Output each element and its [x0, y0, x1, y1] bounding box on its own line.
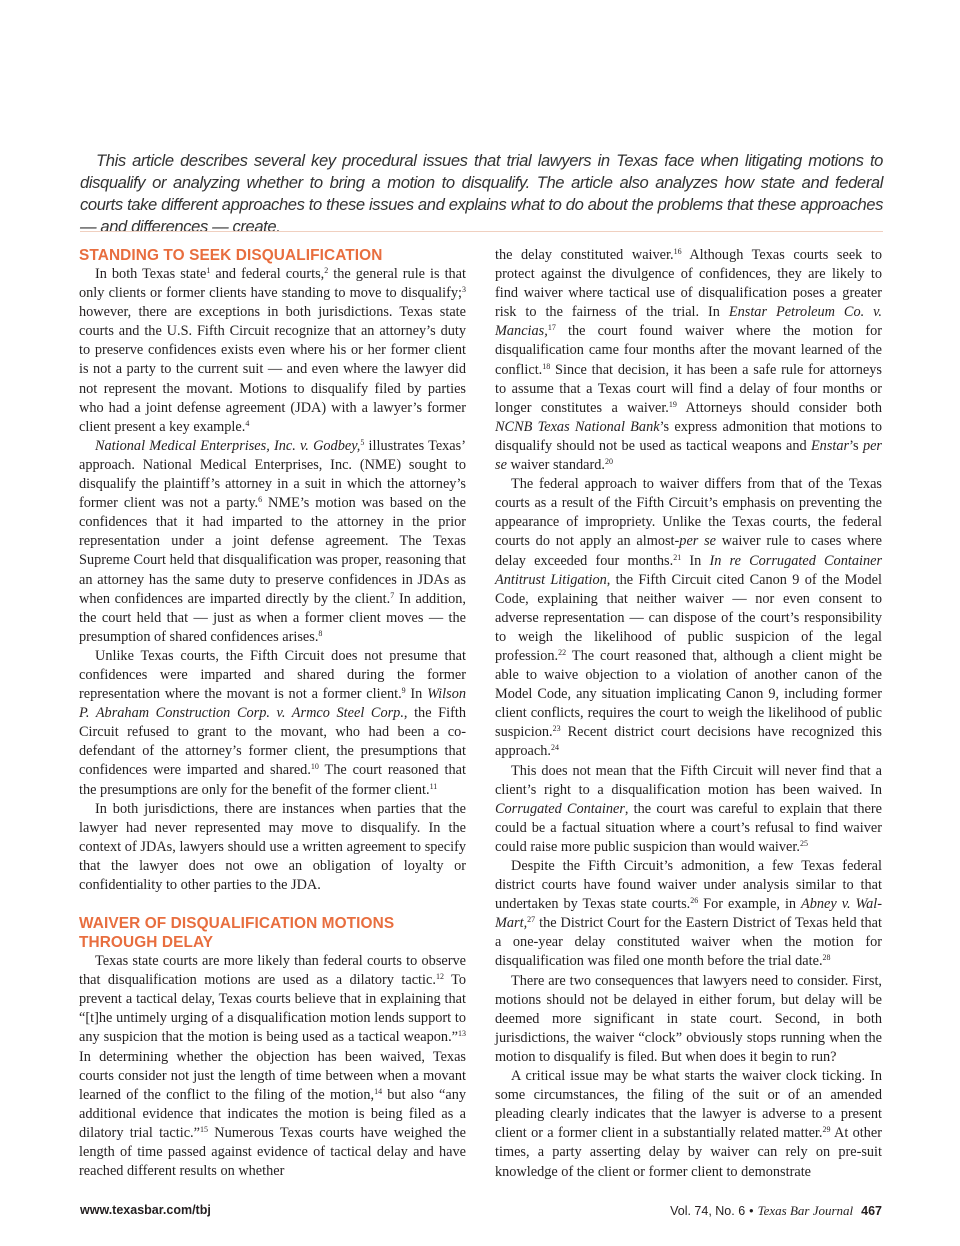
- italic-text: per se: [495, 437, 882, 474]
- text-run: This does not mean that the Fifth Circuit will never find that a client’s right to a disqualification motion has been waived. In: [495, 762, 882, 798]
- text-run: At other times, a party asserting delay by waiver can rely on pre-suit knowledge of the client or former client to demonstrate: [495, 1125, 882, 1180]
- article-intro: [80, 150, 883, 238]
- column-right: [495, 246, 882, 1182]
- footnote-ref: 13: [458, 1029, 466, 1039]
- heading-line-1: WAIVER OF DISQUALIFICATION MOTIONS: [79, 915, 395, 933]
- issue-number: Vol. 74, No. 6: [670, 1204, 746, 1218]
- paragraph: [495, 857, 882, 972]
- text-run: In both Texas state: [95, 266, 207, 282]
- footnote-ref: 19: [668, 399, 677, 409]
- text-run: and federal courts,: [210, 266, 325, 282]
- text-run: The court reasoned that, although a client might be able to waive objection to a violation of another canon of the Model Code, any situation implicating Canon 9, including former client conflicts, requires the court to weigh the likelihood of public suspicion.: [495, 647, 882, 741]
- footnote-ref: 29: [822, 1125, 831, 1135]
- footer-url: www.texasbar.com/tbj: [80, 1203, 211, 1217]
- text-run: Numerous Texas courts have weighed the length of time passed against evidence of tactical delay and have reached different results on whether: [79, 1124, 467, 1180]
- page-number: 467: [861, 1204, 882, 1218]
- text-run: , the Fifth Circuit cited Canon 9 of the Model Code, explaining that neither waiver — nor even consent to adverse representation — can dispose of the court’s responsibility to weigh the likelihood of public suspicion of the legal profession.: [495, 571, 883, 664]
- footnote-ref: 25: [799, 838, 808, 848]
- text-run: The court reasoned that the presumptions are only for the benefit of the former client.: [79, 762, 466, 798]
- footnote-ref: 23: [552, 724, 561, 734]
- text-run: Texas state courts are more likely than federal courts to observe that disqualification motions are used as a dilatory tactic.: [79, 953, 466, 989]
- paragraph: [79, 800, 466, 895]
- text-run: In: [681, 552, 710, 569]
- text-run: The federal approach to waiver differs from that of the Texas courts as a result of the Fifth Circuit’s emphasis on preventing the appearance of impropriety. Unlike the Texas courts, the federal courts do not apply an almost-: [495, 476, 882, 550]
- footnote-ref: 5: [360, 437, 365, 447]
- section-heading-standing: STANDING TO SEEK DISQUALIFICATION: [79, 247, 383, 264]
- italic-text: per se: [679, 533, 716, 550]
- italic-text: Wilson P. Abraham Construction Corp. v. Armco Steel Corp.: [79, 686, 466, 722]
- text-run: ’s express admonition that motions to disqualify should not be used as tactical weapons and: [495, 418, 882, 454]
- text-run: ’s: [849, 437, 863, 454]
- intro-text: This article describes several key procedural issues that trial lawyers in Texas face when litigating motions to disqualify or analyzing whether to bring a motion to disqualify. The article also analyzes how state and federal courts take different approaches to these issues and explains what to do about the problems that these approaches — and differences — create.: [80, 151, 883, 236]
- text-run: Since that decision, it has been a safe rule for attorneys to assume that a Texas court will find a delay of four months or longer constitutes a waiver.: [495, 361, 882, 416]
- text-run: Unlike Texas courts, the Fifth Circuit does not presume that confidences were imparted and shared during the former representation where the movant is not a former client.: [79, 647, 466, 703]
- footnote-ref: 17: [547, 323, 556, 333]
- bullet-separator: •: [749, 1204, 754, 1218]
- text-run: To prevent a tactical delay, Texas courts believe that in explaining that “[t]he untimely urging of a disqualification motion lends support to any suspicion that the motion is being used as a tactical weapon.”: [79, 972, 467, 1046]
- paragraph: [495, 1067, 882, 1182]
- text-run: the court found waiver where the motion for disqualification came four months after the movant learned of the conflict.: [495, 323, 882, 378]
- column-left: [79, 246, 466, 1181]
- text-run: but also “any additional evidence that indicates the motion is being filed as a dilatory trial tactic.”: [79, 1086, 466, 1141]
- footnote-ref: 9: [401, 686, 406, 696]
- footnote-ref: 8: [318, 628, 323, 638]
- italic-text: NCNB Texas National Bank: [495, 418, 660, 435]
- text-run: the general rule is that only clients or former clients have standing to move to disqualify;: [79, 266, 467, 302]
- journal-name: Texas Bar Journal: [757, 1203, 854, 1218]
- footnote-ref: 16: [673, 247, 682, 256]
- footnote-ref: 4: [245, 418, 250, 428]
- text-run: In addition, the court held that — just as when a former client moves — the presumption of shared confidences arises.: [79, 590, 466, 645]
- text-run: In both jurisdictions, there are instances when parties that the lawyer had never represented may move to disqualify. In the context of JDAs, lawyers should use a written agreement to specify that the lawyer does not owe an obligation of loyalty or confidentiality to other parties to the JDA.: [79, 800, 466, 893]
- text-run: In: [405, 686, 428, 703]
- paragraph: [79, 437, 466, 647]
- footnote-ref: 22: [558, 647, 567, 657]
- footnote-ref: 28: [822, 953, 831, 963]
- italic-text: Enstar Petroleum Co. v. Mancias,: [495, 304, 882, 340]
- footnote-ref: 24: [550, 743, 559, 753]
- italic-text: In re Corrugated Container Antitrust Litigation: [495, 552, 883, 588]
- text-run: Recent district court decisions have recognized this approach.: [495, 724, 882, 760]
- footnote-ref: 18: [542, 361, 551, 371]
- footnote-ref: 12: [435, 972, 444, 982]
- text-run: In determining whether the objection has been waived, Texas courts consider not just the length of time between when a movant learned of the conflict to the filing of the motion,: [79, 1048, 466, 1103]
- text-run: , the court was careful to explain that there could be a factual situation where a court’s refusal to find waiver could raise more public suspicion than would waiver.: [495, 800, 883, 855]
- italic-text: Corrugated Container: [495, 800, 625, 817]
- text-run: Attorneys should consider both: [676, 399, 882, 416]
- divider: [80, 231, 883, 232]
- footnote-ref: 21: [673, 552, 682, 562]
- text-run: waiver standard.: [506, 457, 605, 474]
- text-run: NME’s motion was based on the confidences that it had imparted to the attorney in the prior representation under a joint defense agreement. The Texas Supreme Court held that disqualification was proper, reasoning that an attorney has the same duty to preserve confidences in JDAs as when confidences are imparted directly by the client.: [79, 495, 466, 607]
- paragraph: [495, 762, 882, 857]
- italic-text: Enstar: [810, 437, 850, 454]
- text-run: For example, in: [698, 896, 802, 913]
- footnote-ref: 2: [324, 266, 329, 275]
- footnote-ref: 3: [462, 285, 466, 295]
- text-run: Although Texas courts seek to protect against the divulgence of confidences, they are likely to find waiver where tactical use of disqualification poses a greater risk to the fairness of the trial. In: [495, 247, 883, 321]
- text-run: the delay constituted waiver.: [495, 247, 674, 263]
- paragraph: [79, 265, 466, 437]
- footnote-ref: 26: [690, 896, 699, 906]
- text-run: Despite the Fifth Circuit’s admonition, a few Texas federal district courts have found waiver under analysis similar to that undertaken by Texas state courts.: [495, 858, 882, 913]
- text-run: There are two consequences that lawyers need to consider. First, motions should not be delayed in either forum, but delay will be deemed more significant in state court. Second, in both jurisdictions, the waiver “clock” obviously stops running when the motion to disqualify is filed. But when does it begin to run?: [495, 972, 882, 1065]
- footnote-ref: 1: [206, 266, 211, 275]
- italic-text: National Medical Enterprises, Inc. v. Godbey,: [95, 437, 361, 454]
- footnote-ref: 15: [199, 1124, 208, 1134]
- footnote-ref: 14: [374, 1086, 383, 1096]
- heading-line-2: THROUGH DELAY: [79, 934, 214, 952]
- section-heading-waiver: [79, 914, 466, 952]
- paragraph: [495, 246, 882, 475]
- text-run: illustrates Texas’ approach. National Medical Enterprises, Inc. (NME) sought to disqualify the plaintiff’s attorney in a suit in which the attorney’s former client was not a party.: [79, 437, 466, 512]
- paragraph: [495, 475, 882, 761]
- footnote-ref: 6: [258, 495, 263, 505]
- paragraph: [79, 647, 466, 800]
- footnote-ref: 7: [390, 590, 395, 600]
- paragraph: [79, 952, 466, 1181]
- text-run: , the Fifth Circuit refused to grant to the movant, who had been a co-defendant of the attorney’s former client, the presumptions that confidences were imparted and shared.: [79, 705, 466, 779]
- text-run: however, there are exceptions in both jurisdictions. Texas state courts and the U.S. Fifth Circuit recognize that an attorney’s duty to preserve confidences exists even where his or her former client is not a party to the current suit — and even where the lawyer did not represent the movant. Motions to disqualify filed by parties who had a joint defense agreement (JDA) with a lawyer’s former client present a key example.: [79, 304, 466, 435]
- footnote-ref: 11: [429, 781, 438, 791]
- text-run: A critical issue may be what starts the waiver clock ticking. In some circumstances, the filing of the suit or of an amended pleading clearly indicates that the lawyer is adverse to a present client or a former client in a substantially related matter.: [495, 1068, 882, 1142]
- footer-issue-info: [670, 1203, 882, 1219]
- text-run: waiver rule to cases where delay exceeded four months.: [495, 533, 882, 569]
- footnote-ref: 20: [604, 457, 613, 467]
- footnote-ref: 27: [527, 915, 536, 925]
- paragraph: [495, 972, 882, 1067]
- footnote-ref: 10: [310, 762, 319, 772]
- italic-text: Abney v. Wal-Mart,: [495, 896, 882, 932]
- text-run: the District Court for the Eastern District of Texas held that a one-year delay constituted waiver when the motion for disqualification was filed one month before the trial date.: [495, 915, 882, 970]
